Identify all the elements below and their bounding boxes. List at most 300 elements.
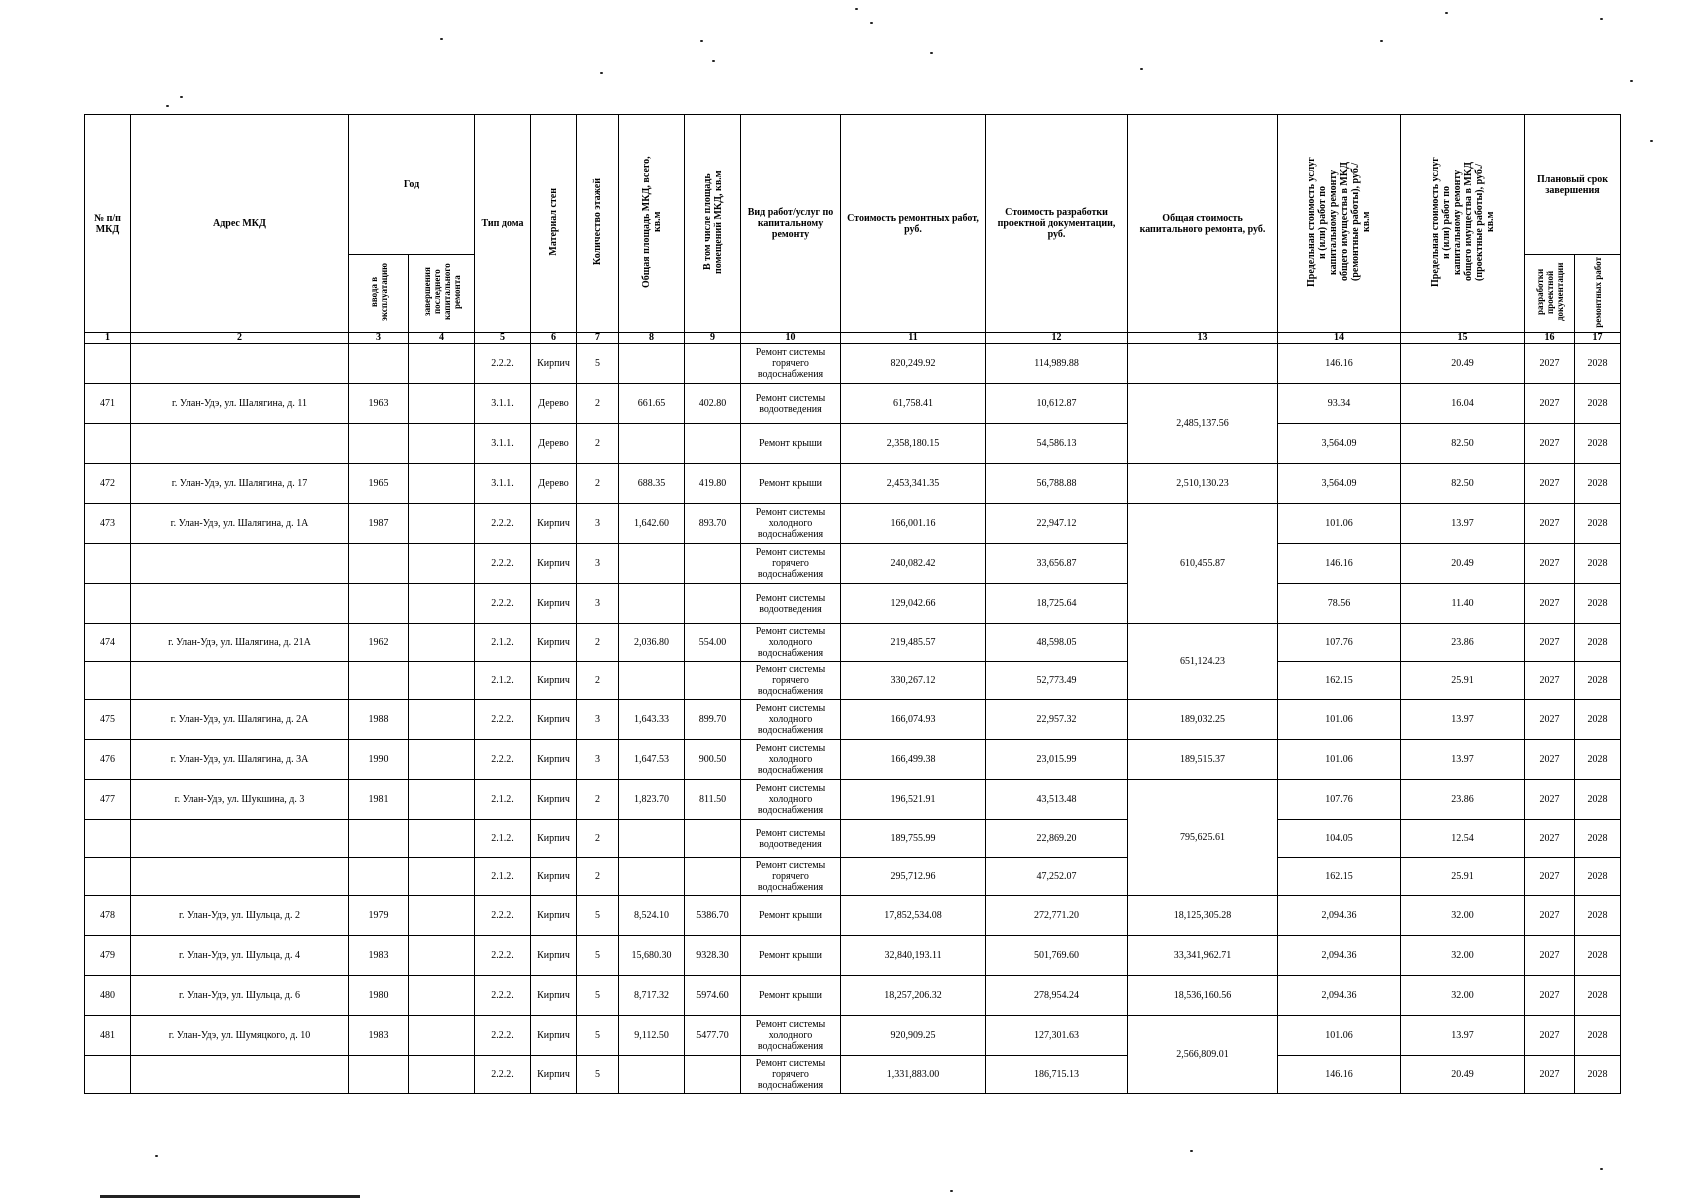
cell-wall-material: Дерево xyxy=(531,384,577,424)
cell-mkd-number: 476 xyxy=(85,740,131,780)
cell-commission-year: 1988 xyxy=(349,700,409,740)
cell-total-area xyxy=(619,424,685,464)
cell-last-repair-year xyxy=(409,624,475,662)
cell-last-repair-year xyxy=(409,780,475,820)
cell-last-repair-year xyxy=(409,464,475,504)
cell-address xyxy=(131,584,349,624)
cell-limit-repair: 78.56 xyxy=(1278,584,1401,624)
table-row xyxy=(85,384,1621,424)
header-repair-cost: Стоимость ремонтных работ, руб. xyxy=(841,115,986,333)
cell-repair-deadline: 2028 xyxy=(1575,700,1621,740)
cell-last-repair-year xyxy=(409,858,475,896)
cell-commission-year xyxy=(349,424,409,464)
cell-floors: 3 xyxy=(577,740,619,780)
cell-project-cost: 18,725.64 xyxy=(986,584,1128,624)
cell-project-deadline: 2027 xyxy=(1525,896,1575,936)
cell-limit-project: 16.04 xyxy=(1401,384,1525,424)
cell-floors: 2 xyxy=(577,464,619,504)
cell-limit-project: 12.54 xyxy=(1401,820,1525,858)
header-address: Адрес МКД xyxy=(131,115,349,333)
cell-commission-year xyxy=(349,858,409,896)
cell-wall-material: Кирпич xyxy=(531,976,577,1016)
cell-repair-deadline: 2028 xyxy=(1575,936,1621,976)
cell-commission-year xyxy=(349,820,409,858)
table-row xyxy=(85,504,1621,544)
cell-commission-year: 1983 xyxy=(349,1016,409,1056)
cell-premises-area xyxy=(685,662,741,700)
cell-repair-cost: 18,257,206.32 xyxy=(841,976,986,1016)
table-row xyxy=(85,936,1621,976)
cell-mkd-number: 480 xyxy=(85,976,131,1016)
cell-repair-deadline: 2028 xyxy=(1575,424,1621,464)
cell-work-type: Ремонт крыши xyxy=(741,936,841,976)
cell-work-type: Ремонт системы водоотведения xyxy=(741,820,841,858)
cell-last-repair-year xyxy=(409,1056,475,1094)
cell-wall-material: Кирпич xyxy=(531,584,577,624)
cell-premises-area xyxy=(685,858,741,896)
header-house-type: Тип дома xyxy=(475,115,531,333)
cell-last-repair-year xyxy=(409,584,475,624)
cell-mkd-number: 471 xyxy=(85,384,131,424)
cell-house-type: 2.2.2. xyxy=(475,1016,531,1056)
cell-total-area xyxy=(619,820,685,858)
cell-mkd-number: 481 xyxy=(85,1016,131,1056)
cell-repair-cost: 295,712.96 xyxy=(841,858,986,896)
cell-project-deadline: 2027 xyxy=(1525,384,1575,424)
cell-premises-area xyxy=(685,1056,741,1094)
cell-limit-repair: 162.15 xyxy=(1278,662,1401,700)
cell-limit-repair: 146.16 xyxy=(1278,1056,1401,1094)
cell-project-cost: 22,947.12 xyxy=(986,504,1128,544)
cell-work-type: Ремонт системы холодного водоснабжения xyxy=(741,740,841,780)
cell-mkd-number: 477 xyxy=(85,780,131,820)
cell-premises-area: 419.80 xyxy=(685,464,741,504)
cell-work-type: Ремонт системы горячего водоснабжения xyxy=(741,344,841,384)
cell-repair-deadline: 2028 xyxy=(1575,384,1621,424)
cell-commission-year xyxy=(349,344,409,384)
cell-floors: 3 xyxy=(577,700,619,740)
header-limit-project: Предельная стоимость услуг и (или) работ по капитальному ремонту общего имущества в МКД (проектные работы), руб./кв.м xyxy=(1401,115,1525,333)
table-row xyxy=(85,662,1621,700)
cell-total-cost: 18,125,305.28 xyxy=(1128,896,1278,936)
cell-house-type: 2.2.2. xyxy=(475,584,531,624)
cell-project-cost: 186,715.13 xyxy=(986,1056,1128,1094)
header-floors: Количество этажей xyxy=(577,115,619,333)
cell-address xyxy=(131,544,349,584)
cell-house-type: 2.2.2. xyxy=(475,896,531,936)
header-repair-deadline: ремонтных работ xyxy=(1575,255,1621,333)
cell-total-area: 1,823.70 xyxy=(619,780,685,820)
cell-repair-deadline: 2028 xyxy=(1575,820,1621,858)
cell-wall-material: Кирпич xyxy=(531,820,577,858)
cell-address xyxy=(131,662,349,700)
cell-repair-cost: 219,485.57 xyxy=(841,624,986,662)
cell-repair-cost: 166,001.16 xyxy=(841,504,986,544)
cell-total-cost: 2,566,809.01 xyxy=(1128,1016,1278,1094)
header-mkd-number: № п/п МКД xyxy=(85,115,131,333)
cell-repair-deadline: 2028 xyxy=(1575,464,1621,504)
cell-project-deadline: 2027 xyxy=(1525,976,1575,1016)
header-project-deadline: разработки проектной документации xyxy=(1525,255,1575,333)
cell-limit-project: 11.40 xyxy=(1401,584,1525,624)
cell-work-type: Ремонт системы холодного водоснабжения xyxy=(741,1016,841,1056)
cell-floors: 2 xyxy=(577,780,619,820)
cell-project-cost: 278,954.24 xyxy=(986,976,1128,1016)
cell-last-repair-year xyxy=(409,662,475,700)
cell-repair-cost: 166,074.93 xyxy=(841,700,986,740)
cell-floors: 2 xyxy=(577,662,619,700)
cell-work-type: Ремонт системы холодного водоснабжения xyxy=(741,504,841,544)
cell-commission-year: 1979 xyxy=(349,896,409,936)
cell-total-area: 2,036.80 xyxy=(619,624,685,662)
cell-total-cost: 33,341,962.71 xyxy=(1128,936,1278,976)
cell-premises-area: 899.70 xyxy=(685,700,741,740)
cell-project-deadline: 2027 xyxy=(1525,662,1575,700)
cell-wall-material: Кирпич xyxy=(531,544,577,584)
cell-address: г. Улан-Удэ, ул. Шалягина, д. 1А xyxy=(131,504,349,544)
cell-project-cost: 52,773.49 xyxy=(986,662,1128,700)
cell-work-type: Ремонт системы холодного водоснабжения xyxy=(741,700,841,740)
cell-repair-cost: 61,758.41 xyxy=(841,384,986,424)
cell-limit-repair: 101.06 xyxy=(1278,700,1401,740)
cell-project-deadline: 2027 xyxy=(1525,1056,1575,1094)
cell-repair-deadline: 2028 xyxy=(1575,544,1621,584)
header-commissioning-year: ввода в эксплуатацию xyxy=(349,255,409,333)
cell-work-type: Ремонт системы холодного водоснабжения xyxy=(741,780,841,820)
cell-floors: 2 xyxy=(577,820,619,858)
cell-mkd-number: 472 xyxy=(85,464,131,504)
cell-house-type: 2.2.2. xyxy=(475,504,531,544)
cell-house-type: 2.2.2. xyxy=(475,1056,531,1094)
cell-premises-area xyxy=(685,424,741,464)
cell-commission-year: 1981 xyxy=(349,780,409,820)
cell-last-repair-year xyxy=(409,976,475,1016)
cell-total-area xyxy=(619,858,685,896)
header-last-repair-year: завершения последнего капитального ремонта xyxy=(409,255,475,333)
table-row xyxy=(85,424,1621,464)
cell-last-repair-year xyxy=(409,384,475,424)
cell-mkd-number xyxy=(85,584,131,624)
cell-limit-repair: 2,094.36 xyxy=(1278,976,1401,1016)
cell-total-area: 8,717.32 xyxy=(619,976,685,1016)
cell-total-cost: 610,455.87 xyxy=(1128,504,1278,624)
cell-limit-repair: 3,564.09 xyxy=(1278,424,1401,464)
cell-floors: 3 xyxy=(577,584,619,624)
cell-project-cost: 23,015.99 xyxy=(986,740,1128,780)
cell-repair-cost: 189,755.99 xyxy=(841,820,986,858)
cell-limit-repair: 104.05 xyxy=(1278,820,1401,858)
cell-last-repair-year xyxy=(409,740,475,780)
table-row xyxy=(85,976,1621,1016)
cell-project-deadline: 2027 xyxy=(1525,820,1575,858)
cell-floors: 5 xyxy=(577,976,619,1016)
cell-work-type: Ремонт системы горячего водоснабжения xyxy=(741,858,841,896)
cell-project-deadline: 2027 xyxy=(1525,740,1575,780)
cell-repair-deadline: 2028 xyxy=(1575,624,1621,662)
cell-address xyxy=(131,344,349,384)
cell-address: г. Улан-Удэ, ул. Шульца, д. 6 xyxy=(131,976,349,1016)
table-row xyxy=(85,780,1621,820)
cell-limit-project: 13.97 xyxy=(1401,1016,1525,1056)
cell-commission-year: 1965 xyxy=(349,464,409,504)
cell-commission-year: 1980 xyxy=(349,976,409,1016)
cell-commission-year: 1962 xyxy=(349,624,409,662)
cell-project-cost: 54,586.13 xyxy=(986,424,1128,464)
cell-project-deadline: 2027 xyxy=(1525,344,1575,384)
cell-project-cost: 48,598.05 xyxy=(986,624,1128,662)
cell-last-repair-year xyxy=(409,896,475,936)
cell-commission-year: 1983 xyxy=(349,936,409,976)
cell-total-area: 688.35 xyxy=(619,464,685,504)
table-row xyxy=(85,344,1621,384)
cell-total-area: 1,642.60 xyxy=(619,504,685,544)
cell-project-cost: 22,869.20 xyxy=(986,820,1128,858)
cell-mkd-number: 479 xyxy=(85,936,131,976)
cell-house-type: 2.2.2. xyxy=(475,700,531,740)
cell-premises-area: 402.80 xyxy=(685,384,741,424)
cell-limit-project: 13.97 xyxy=(1401,700,1525,740)
cell-limit-repair: 2,094.36 xyxy=(1278,936,1401,976)
cell-wall-material: Кирпич xyxy=(531,504,577,544)
table-row xyxy=(85,858,1621,896)
cell-limit-project: 25.91 xyxy=(1401,662,1525,700)
cell-project-deadline: 2027 xyxy=(1525,700,1575,740)
cell-last-repair-year xyxy=(409,820,475,858)
cell-house-type: 3.1.1. xyxy=(475,384,531,424)
table-row xyxy=(85,584,1621,624)
cell-limit-repair: 3,564.09 xyxy=(1278,464,1401,504)
cell-project-cost: 47,252.07 xyxy=(986,858,1128,896)
cell-floors: 3 xyxy=(577,504,619,544)
cell-address: г. Улан-Удэ, ул. Шалягина, д. 17 xyxy=(131,464,349,504)
cell-total-area xyxy=(619,662,685,700)
cell-total-cost xyxy=(1128,344,1278,384)
cell-house-type: 2.2.2. xyxy=(475,344,531,384)
cell-address xyxy=(131,820,349,858)
cell-address: г. Улан-Удэ, ул. Шульца, д. 4 xyxy=(131,936,349,976)
cell-house-type: 2.1.2. xyxy=(475,820,531,858)
cell-total-cost: 2,510,130.23 xyxy=(1128,464,1278,504)
cell-work-type: Ремонт системы горячего водоснабжения xyxy=(741,544,841,584)
cell-mkd-number: 475 xyxy=(85,700,131,740)
cell-total-cost: 189,032.25 xyxy=(1128,700,1278,740)
cell-premises-area: 5386.70 xyxy=(685,896,741,936)
cell-repair-deadline: 2028 xyxy=(1575,976,1621,1016)
cell-total-area xyxy=(619,584,685,624)
cell-address: г. Улан-Удэ, ул. Шалягина, д. 11 xyxy=(131,384,349,424)
cell-floors: 5 xyxy=(577,1056,619,1094)
cell-limit-project: 32.00 xyxy=(1401,936,1525,976)
cell-work-type: Ремонт системы горячего водоснабжения xyxy=(741,662,841,700)
cell-wall-material: Кирпич xyxy=(531,624,577,662)
cell-address: г. Улан-Удэ, ул. Шалягина, д. 21А xyxy=(131,624,349,662)
cell-last-repair-year xyxy=(409,544,475,584)
cell-limit-project: 32.00 xyxy=(1401,896,1525,936)
cell-project-deadline: 2027 xyxy=(1525,424,1575,464)
cell-wall-material: Кирпич xyxy=(531,700,577,740)
table-row xyxy=(85,896,1621,936)
cell-premises-area: 900.50 xyxy=(685,740,741,780)
cell-total-area xyxy=(619,544,685,584)
cell-premises-area: 811.50 xyxy=(685,780,741,820)
cell-mkd-number xyxy=(85,544,131,584)
cell-premises-area: 9328.30 xyxy=(685,936,741,976)
header-total-cost: Общая стоимость капитального ремонта, руб. xyxy=(1128,115,1278,333)
cell-project-deadline: 2027 xyxy=(1525,464,1575,504)
cell-commission-year xyxy=(349,584,409,624)
cell-wall-material: Дерево xyxy=(531,464,577,504)
cell-project-cost: 56,788.88 xyxy=(986,464,1128,504)
cell-repair-cost: 166,499.38 xyxy=(841,740,986,780)
cell-address: г. Улан-Удэ, ул. Шукшина, д. 3 xyxy=(131,780,349,820)
cell-repair-cost: 17,852,534.08 xyxy=(841,896,986,936)
cell-wall-material: Кирпич xyxy=(531,1056,577,1094)
cell-mkd-number: 478 xyxy=(85,896,131,936)
cell-work-type: Ремонт крыши xyxy=(741,424,841,464)
cell-project-deadline: 2027 xyxy=(1525,624,1575,662)
cell-total-cost: 651,124.23 xyxy=(1128,624,1278,700)
cell-house-type: 3.1.1. xyxy=(475,464,531,504)
cell-project-cost: 43,513.48 xyxy=(986,780,1128,820)
cell-repair-deadline: 2028 xyxy=(1575,858,1621,896)
cell-address xyxy=(131,424,349,464)
header-premises-area: В том числе площадь помещений МКД, кв.м xyxy=(685,115,741,333)
cell-house-type: 2.2.2. xyxy=(475,544,531,584)
cell-limit-project: 23.86 xyxy=(1401,780,1525,820)
cell-repair-deadline: 2028 xyxy=(1575,1056,1621,1094)
cell-work-type: Ремонт системы водоотведения xyxy=(741,584,841,624)
cell-last-repair-year xyxy=(409,1016,475,1056)
cell-repair-cost: 129,042.66 xyxy=(841,584,986,624)
cell-project-cost: 114,989.88 xyxy=(986,344,1128,384)
cell-project-cost: 127,301.63 xyxy=(986,1016,1128,1056)
cell-commission-year: 1987 xyxy=(349,504,409,544)
cell-address: г. Улан-Удэ, ул. Шульца, д. 2 xyxy=(131,896,349,936)
cell-project-deadline: 2027 xyxy=(1525,544,1575,584)
cell-limit-project: 25.91 xyxy=(1401,858,1525,896)
cell-floors: 5 xyxy=(577,1016,619,1056)
cell-project-deadline: 2027 xyxy=(1525,1016,1575,1056)
cell-mkd-number xyxy=(85,662,131,700)
cell-premises-area: 5974.60 xyxy=(685,976,741,1016)
cell-floors: 2 xyxy=(577,858,619,896)
cell-project-deadline: 2027 xyxy=(1525,780,1575,820)
cell-work-type: Ремонт системы горячего водоснабжения xyxy=(741,1056,841,1094)
cell-wall-material: Кирпич xyxy=(531,1016,577,1056)
cell-total-area: 9,112.50 xyxy=(619,1016,685,1056)
cell-commission-year: 1963 xyxy=(349,384,409,424)
cell-wall-material: Кирпич xyxy=(531,936,577,976)
cell-limit-project: 20.49 xyxy=(1401,544,1525,584)
cell-total-area xyxy=(619,1056,685,1094)
cell-limit-repair: 107.76 xyxy=(1278,780,1401,820)
cell-project-cost: 10,612.87 xyxy=(986,384,1128,424)
table-row xyxy=(85,624,1621,662)
cell-floors: 2 xyxy=(577,384,619,424)
cell-total-area: 1,647.53 xyxy=(619,740,685,780)
cell-house-type: 2.2.2. xyxy=(475,936,531,976)
cell-premises-area: 5477.70 xyxy=(685,1016,741,1056)
cell-address xyxy=(131,858,349,896)
cell-total-cost: 18,536,160.56 xyxy=(1128,976,1278,1016)
cell-project-deadline: 2027 xyxy=(1525,584,1575,624)
cell-address: г. Улан-Удэ, ул. Шалягина, д. 3А xyxy=(131,740,349,780)
cell-repair-deadline: 2028 xyxy=(1575,504,1621,544)
cell-limit-project: 82.50 xyxy=(1401,424,1525,464)
cell-total-area: 8,524.10 xyxy=(619,896,685,936)
cell-repair-cost: 2,358,180.15 xyxy=(841,424,986,464)
cell-project-cost: 272,771.20 xyxy=(986,896,1128,936)
cell-floors: 5 xyxy=(577,344,619,384)
cell-project-deadline: 2027 xyxy=(1525,504,1575,544)
cell-total-cost: 795,625.61 xyxy=(1128,780,1278,896)
cell-premises-area xyxy=(685,344,741,384)
cell-wall-material: Дерево xyxy=(531,424,577,464)
cell-repair-deadline: 2028 xyxy=(1575,344,1621,384)
cell-total-area: 1,643.33 xyxy=(619,700,685,740)
cell-limit-project: 20.49 xyxy=(1401,1056,1525,1094)
cell-limit-repair: 93.34 xyxy=(1278,384,1401,424)
cell-house-type: 3.1.1. xyxy=(475,424,531,464)
header-total-area: Общая площадь МКД, всего, кв.м xyxy=(619,115,685,333)
cell-total-cost: 189,515.37 xyxy=(1128,740,1278,780)
cell-floors: 2 xyxy=(577,624,619,662)
cell-limit-repair: 146.16 xyxy=(1278,344,1401,384)
cell-mkd-number xyxy=(85,820,131,858)
cell-premises-area xyxy=(685,584,741,624)
cell-total-area: 661.65 xyxy=(619,384,685,424)
cell-limit-project: 20.49 xyxy=(1401,344,1525,384)
table-row xyxy=(85,820,1621,858)
cell-work-type: Ремонт системы холодного водоснабжения xyxy=(741,624,841,662)
table-body xyxy=(85,344,1621,1094)
table-row xyxy=(85,700,1621,740)
cell-work-type: Ремонт системы водоотведения xyxy=(741,384,841,424)
cell-last-repair-year xyxy=(409,424,475,464)
table-row xyxy=(85,544,1621,584)
cell-project-deadline: 2027 xyxy=(1525,858,1575,896)
table-row xyxy=(85,740,1621,780)
cell-address: г. Улан-Удэ, ул. Шумяцкого, д. 10 xyxy=(131,1016,349,1056)
cell-last-repair-year xyxy=(409,504,475,544)
table-row xyxy=(85,1016,1621,1056)
cell-premises-area: 893.70 xyxy=(685,504,741,544)
cell-repair-deadline: 2028 xyxy=(1575,896,1621,936)
cell-limit-project: 32.00 xyxy=(1401,976,1525,1016)
cell-address: г. Улан-Удэ, ул. Шалягина, д. 2А xyxy=(131,700,349,740)
cell-last-repair-year xyxy=(409,936,475,976)
cell-limit-repair: 162.15 xyxy=(1278,858,1401,896)
cell-premises-area xyxy=(685,544,741,584)
cell-wall-material: Кирпич xyxy=(531,896,577,936)
cell-premises-area: 554.00 xyxy=(685,624,741,662)
cell-project-cost: 22,957.32 xyxy=(986,700,1128,740)
cell-wall-material: Кирпич xyxy=(531,858,577,896)
cell-repair-deadline: 2028 xyxy=(1575,780,1621,820)
table-row xyxy=(85,464,1621,504)
cell-total-cost: 2,485,137.56 xyxy=(1128,384,1278,464)
cell-house-type: 2.1.2. xyxy=(475,858,531,896)
cell-repair-deadline: 2028 xyxy=(1575,1016,1621,1056)
cell-floors: 3 xyxy=(577,544,619,584)
cell-mkd-number xyxy=(85,858,131,896)
cell-mkd-number: 474 xyxy=(85,624,131,662)
cell-repair-cost: 32,840,193.11 xyxy=(841,936,986,976)
cell-mkd-number xyxy=(85,344,131,384)
cell-repair-deadline: 2028 xyxy=(1575,662,1621,700)
cell-house-type: 2.2.2. xyxy=(475,740,531,780)
cell-wall-material: Кирпич xyxy=(531,740,577,780)
